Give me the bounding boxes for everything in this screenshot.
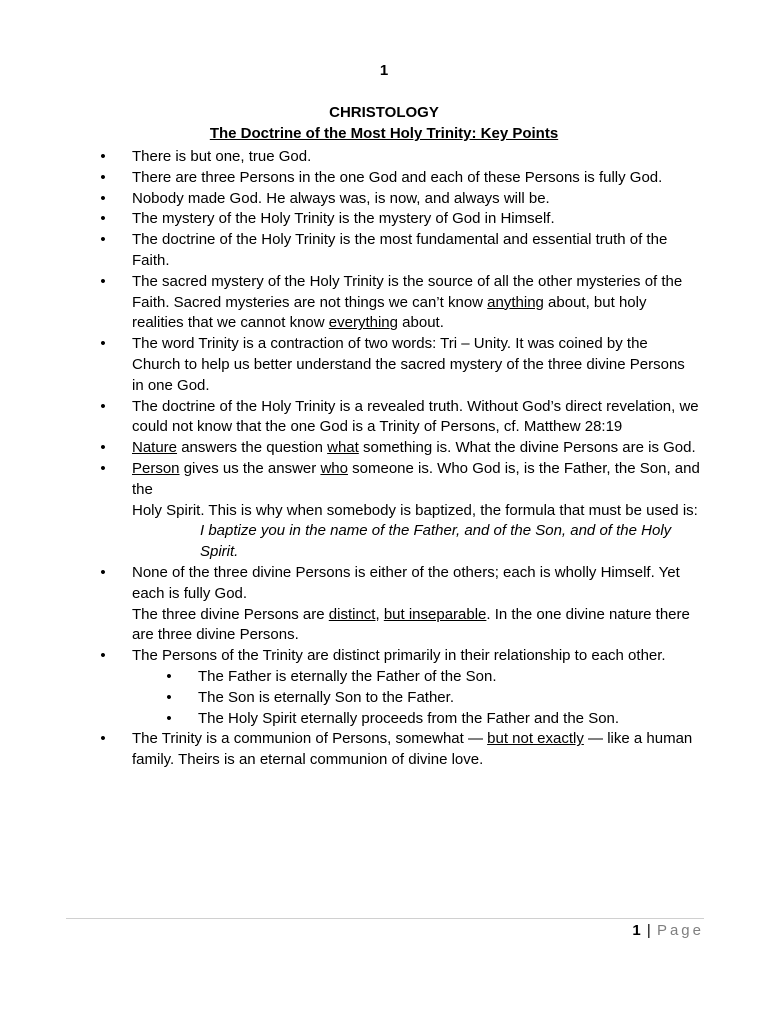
text-run: The sacred mystery of the Holy Trinity is the source of all the other mysteries of the Faith. Sacred mysteries are not things we can’t know <box>132 272 683 311</box>
document-subtitle: The Doctrine of the Most Holy Trinity: Key Points <box>209 125 559 142</box>
underlined-word: Nature <box>132 439 178 457</box>
sub-list-item <box>96 709 700 730</box>
bullet-icon: • <box>100 397 106 415</box>
list-item-text: The word Trinity is a contraction of two words: Tri – Unity. It was coined by the Church to help us better understand the sacred mystery of the three divine Persons in one God. <box>132 335 685 394</box>
list-item-text: There is but one, true God. <box>132 148 312 165</box>
text-run: The Trinity is a communion of Persons, somewhat — <box>132 730 488 748</box>
bullet-icon: • <box>100 730 106 748</box>
paragraph: Holy Spirit. This is why when somebody is baptized, the formula that must be used is: <box>132 501 698 519</box>
sub-list-item-text: The Father is eternally the Father of the Son. <box>198 667 497 685</box>
list-item-text: The doctrine of the Holy Trinity is a revealed truth. Without God’s direct revelation, we could not know that the one God is a Trinity of Persons, cf. Matthew 28:19 <box>132 397 699 436</box>
underlined-word: everything <box>328 314 398 332</box>
underlined-word: but inseparable <box>383 605 487 623</box>
bullet-icon: • <box>100 148 106 165</box>
footer-page-number: 1 <box>632 922 641 939</box>
paragraph <box>96 605 700 647</box>
text-run: something is. What the divine Persons are is God. <box>358 439 696 457</box>
list-item <box>96 272 700 334</box>
list-item-text: The doctrine of the Holy Trinity is the most fundamental and essential truth of the Faith. <box>132 231 668 269</box>
underlined-word: what <box>327 439 359 457</box>
bullet-icon: • <box>100 272 106 290</box>
underlined-word: Person <box>132 459 180 477</box>
underlined-word: anything <box>487 293 544 311</box>
list-item <box>96 438 700 459</box>
list-item-text <box>132 460 700 498</box>
list-item-text: None of the three divine Persons is either of the others; each is wholly Himself. Yet each is fully God. <box>132 563 680 602</box>
list-item <box>96 563 700 605</box>
list-item <box>96 230 700 272</box>
bullet-icon: • <box>100 459 106 477</box>
text-run: about, but holy realities that we cannot know <box>132 293 647 332</box>
baptism-formula-quote: I baptize you in the name of the Father, and of the Son, and of the Holy Spirit. <box>200 522 672 561</box>
list-item <box>96 397 700 439</box>
list-item-text <box>132 273 682 332</box>
list-item-text: The Persons of the Trinity are distinct primarily in their relationship to each other. <box>132 647 666 665</box>
list-item <box>96 189 700 210</box>
bullet-icon: • <box>100 231 106 249</box>
footer-divider <box>66 918 704 919</box>
list-item <box>96 209 700 230</box>
text-run: — like a human family. Theirs is an eternal communion of divine love. <box>132 730 693 769</box>
page-number-top: 1 <box>379 62 389 79</box>
text-run: The three divine Persons are <box>132 605 329 623</box>
list-item-text: There are three Persons in the one God and each of these Persons is fully God. <box>132 168 663 186</box>
bullet-icon: • <box>100 210 106 228</box>
bullet-icon: • <box>100 168 106 186</box>
page-footer <box>632 922 704 939</box>
underlined-word: who <box>320 459 348 477</box>
sub-list-item <box>96 688 700 709</box>
footer-separator: | <box>646 922 651 939</box>
list-item <box>96 147 700 168</box>
text-run: answers the question <box>177 439 328 457</box>
text-run: . In the one divine nature there are three divine Persons. <box>132 605 690 644</box>
text-run: gives us the answer <box>179 459 321 477</box>
list-item <box>96 729 700 771</box>
bullet-icon: • <box>100 647 106 665</box>
underlined-word: distinct <box>328 605 376 623</box>
text-run: , <box>375 605 384 623</box>
text-run: about. <box>398 314 444 332</box>
list-item-text <box>132 730 692 768</box>
bullet-icon: • <box>100 563 106 581</box>
list-item <box>96 459 700 501</box>
sub-list-item-text: The Son is eternally Son to the Father. <box>198 688 454 706</box>
document-title: CHRISTOLOGY <box>329 104 439 121</box>
list-item <box>96 334 700 396</box>
bullet-icon: • <box>166 667 172 685</box>
bullet-icon: • <box>100 189 106 207</box>
sub-list-item <box>96 667 700 688</box>
text-run: someone is. Who God is, is the Father, the Son, and the <box>132 459 700 498</box>
bullet-list <box>96 147 700 771</box>
sub-list-item-text: The Holy Spirit eternally proceeds from the Father and the Son. <box>198 709 620 727</box>
list-item <box>96 168 700 189</box>
list-item-text: The mystery of the Holy Trinity is the mystery of God in Himself. <box>132 210 555 228</box>
bullet-icon: • <box>100 335 106 353</box>
list-item-text: Nobody made God. He always was, is now, and always will be. <box>132 189 550 207</box>
bullet-icon: • <box>166 688 172 706</box>
footer-page-label: Page <box>656 922 704 939</box>
bullet-icon: • <box>166 709 172 727</box>
list-item <box>96 646 700 667</box>
underlined-word: but not exactly <box>487 730 584 748</box>
bullet-icon: • <box>100 439 106 457</box>
list-item-text <box>132 439 696 456</box>
